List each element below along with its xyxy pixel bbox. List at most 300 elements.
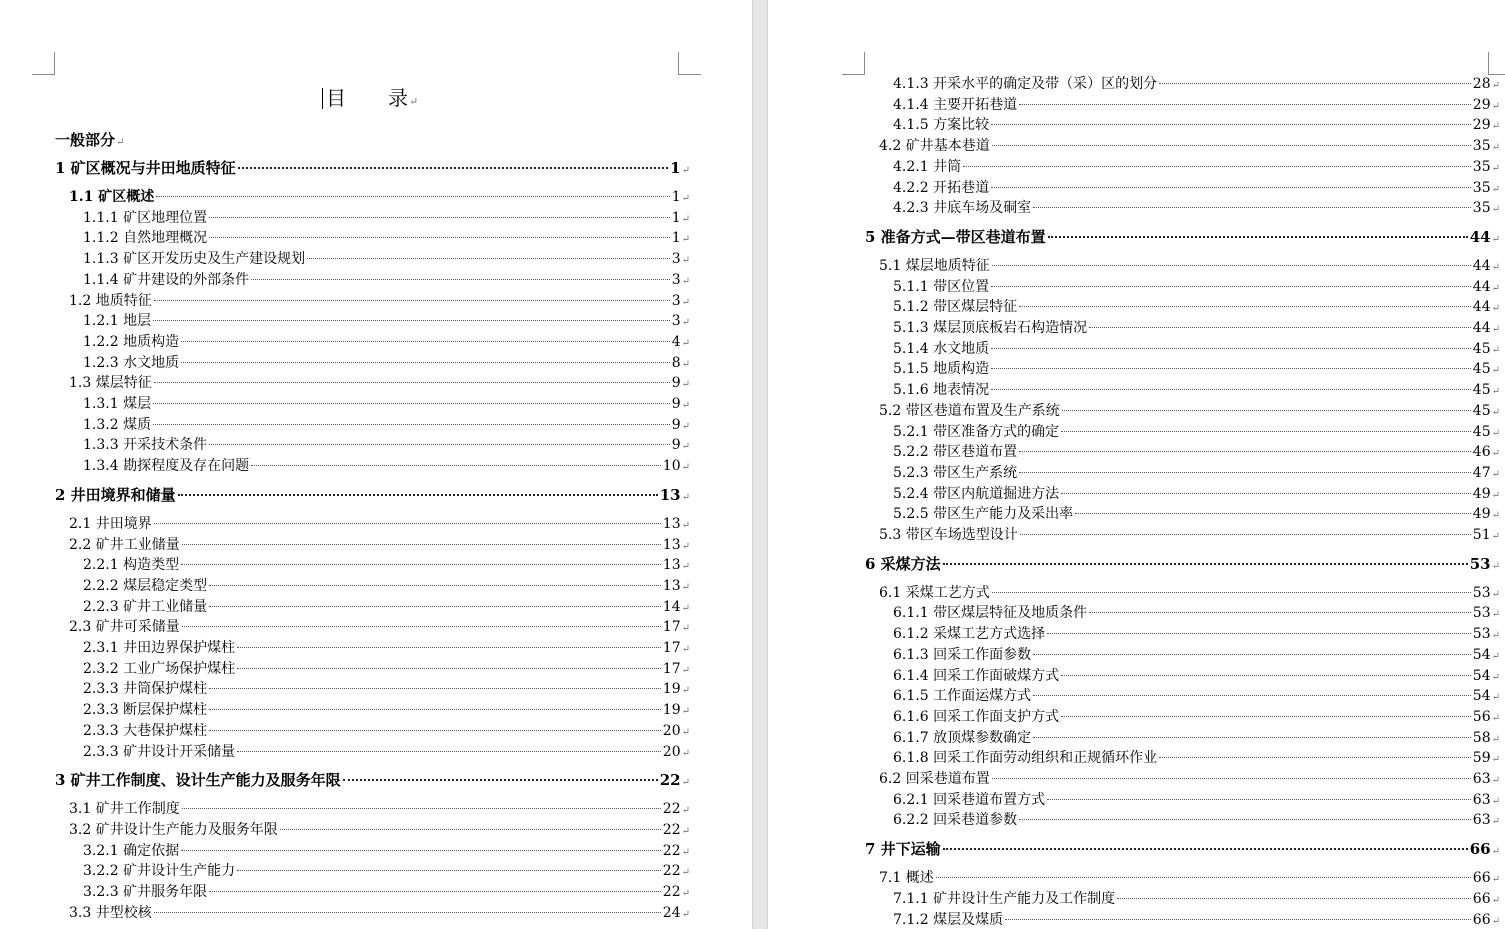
- toc-entry-label: 1.3.2 煤质: [83, 416, 152, 433]
- toc-leader-dots: [991, 124, 1471, 125]
- toc-entry[interactable]: [893, 748, 1500, 768]
- paragraph-mark: ↵: [681, 540, 690, 552]
- toc-entry[interactable]: [893, 624, 1500, 644]
- toc-entry-page: 47: [1472, 464, 1491, 481]
- toc-entry-label: 5.1.2 带区煤层特征: [893, 299, 1018, 316]
- toc-entry[interactable]: [83, 415, 690, 435]
- paragraph-mark: ↵: [681, 664, 690, 676]
- toc-entry-page: 13: [662, 577, 681, 594]
- toc-leader-dots: [251, 465, 661, 466]
- toc-entry[interactable]: [83, 742, 690, 762]
- toc-entry-label: 6.1.4 回采工作面破煤方式: [893, 667, 1060, 684]
- toc-entry-label: 4.1.4 主要开拓巷道: [893, 96, 1018, 113]
- toc-entry[interactable]: [55, 770, 690, 790]
- toc-leader-dots: [943, 848, 1468, 850]
- toc-entry[interactable]: [83, 576, 690, 596]
- toc-entry[interactable]: [83, 435, 690, 455]
- paragraph-mark: ↵: [681, 337, 690, 349]
- toc-leader-dots: [154, 300, 670, 301]
- toc-leader-dots: [1075, 513, 1471, 514]
- toc-entry[interactable]: [893, 645, 1500, 665]
- toc-entry-label: 5 准备方式—带区巷道布置: [865, 227, 1046, 246]
- paragraph-mark: ↵: [681, 581, 690, 593]
- toc-entry-label: 5.2 带区巷道布置及生产系统: [879, 402, 1060, 419]
- toc-leader-dots: [237, 870, 661, 871]
- toc-leader-dots: [209, 585, 661, 586]
- toc-leader-dots: [992, 592, 1471, 593]
- toc-entry[interactable]: [83, 555, 690, 575]
- toc-leader-dots: [1159, 83, 1471, 84]
- toc-entry[interactable]: [879, 583, 1500, 603]
- toc-entry-page: 13: [662, 515, 681, 532]
- toc-entry-label: 6.1 采煤工艺方式: [879, 584, 990, 601]
- toc-entry-page: 1: [671, 209, 681, 226]
- toc-entry[interactable]: [865, 227, 1500, 247]
- toc-entry-page: 13: [659, 485, 681, 504]
- toc-entry-page: 66: [1472, 890, 1491, 907]
- toc-entry-label: 5.2.5 带区生产能力及采出率: [893, 506, 1074, 523]
- toc-entry-page: 66: [1472, 911, 1491, 928]
- toc-entry[interactable]: [893, 728, 1500, 748]
- toc-entry[interactable]: [83, 394, 690, 414]
- toc-entry[interactable]: [893, 198, 1500, 218]
- toc-entry[interactable]: [83, 208, 690, 228]
- toc-entry[interactable]: [83, 311, 690, 331]
- paragraph-mark: ↵: [116, 137, 125, 148]
- toc-entry-label: 1.2.2 地质构造: [83, 333, 180, 350]
- toc-entry-page: 53: [1472, 605, 1491, 622]
- toc-entry[interactable]: [83, 353, 690, 373]
- toc-entry[interactable]: [69, 799, 690, 819]
- page-gutter: [752, 0, 768, 929]
- paragraph-mark: ↵: [1491, 80, 1500, 91]
- toc-leader-dots: [991, 389, 1471, 390]
- toc-entry[interactable]: [893, 95, 1500, 115]
- toc-entry[interactable]: [865, 554, 1500, 574]
- toc-leader-dots: [1089, 612, 1471, 613]
- toc-leader-dots: [991, 286, 1471, 287]
- toc-entry[interactable]: [83, 861, 690, 881]
- paragraph-mark: ↵: [681, 644, 690, 655]
- toc-leader-dots: [1117, 898, 1471, 899]
- toc-entry-label: 6.1.3 回采工作面参数: [893, 646, 1032, 663]
- paragraph-mark: ↵: [681, 491, 690, 503]
- paragraph-mark: ↵: [409, 95, 419, 108]
- toc-entry-page: 1: [671, 189, 681, 205]
- toc-entry-label: 2.3.3 井筒保护煤柱: [83, 681, 208, 698]
- toc-entry-label: 7.1.1 矿井设计生产能力及工作制度: [893, 890, 1116, 907]
- toc-leader-dots: [992, 778, 1471, 779]
- toc-leader-dots: [209, 217, 670, 218]
- toc-entry[interactable]: [893, 686, 1500, 706]
- toc-entry-page: 35: [1472, 200, 1491, 217]
- toc-entry-label: 7.1 概述: [879, 870, 934, 887]
- toc-entry[interactable]: [893, 359, 1500, 379]
- toc-entry[interactable]: [893, 115, 1500, 135]
- paragraph-mark: ↵: [1491, 816, 1500, 828]
- toc-leader-dots: [182, 626, 661, 627]
- toc-entry-page: 45: [1472, 340, 1491, 357]
- toc-entry[interactable]: [879, 525, 1500, 545]
- paragraph-mark: ↵: [1491, 282, 1500, 294]
- paragraph-mark: ↵: [1491, 630, 1500, 642]
- paragraph-mark: ↵: [681, 234, 690, 246]
- toc-entry[interactable]: [893, 380, 1500, 400]
- toc-leader-dots: [209, 709, 661, 710]
- toc-entry-page: 9: [671, 416, 681, 433]
- toc-leader-dots: [156, 196, 669, 197]
- toc-entry-page: 63: [1472, 771, 1491, 787]
- toc-entry[interactable]: [83, 882, 690, 902]
- toc-entry[interactable]: [69, 291, 690, 311]
- toc-entry-label: 3.2.3 矿井服务年限: [83, 884, 208, 900]
- toc-entry[interactable]: [893, 790, 1500, 810]
- toc-leader-dots: [1033, 695, 1471, 696]
- toc-leader-dots: [237, 647, 661, 648]
- toc-entry[interactable]: [879, 256, 1500, 276]
- toc-leader-dots: [154, 912, 661, 913]
- paragraph-mark: ↵: [1491, 775, 1500, 786]
- toc-entry-page: 9: [671, 375, 681, 392]
- toc-entry-page: 53: [1472, 584, 1491, 601]
- toc-entry-page: 53: [1469, 554, 1491, 573]
- paragraph-mark: ↵: [681, 867, 690, 879]
- toc-entry-page: 51: [1472, 527, 1491, 543]
- toc-leader-dots: [1020, 534, 1471, 535]
- toc-entry-label: 1.3.3 开采技术条件: [83, 437, 208, 454]
- paragraph-mark: ↵: [681, 908, 690, 920]
- toc-entry-label: 5.1.4 水文地质: [893, 340, 990, 357]
- toc-entry[interactable]: [893, 463, 1500, 483]
- paragraph-mark: ↵: [1491, 233, 1500, 245]
- paragraph-mark: ↵: [681, 213, 690, 225]
- toc-entry[interactable]: [879, 136, 1500, 156]
- section-heading[interactable]: [55, 130, 124, 153]
- toc-entry[interactable]: [893, 889, 1500, 909]
- toc-leader-dots: [1062, 410, 1471, 411]
- toc-entry[interactable]: [893, 178, 1500, 198]
- toc-entry-label: 6 采煤方法: [865, 554, 941, 573]
- toc-entry-label: 4.2 矿井基本巷道: [879, 138, 990, 155]
- toc-entry[interactable]: [893, 603, 1500, 623]
- toc-entry-label: 1.1.3 矿区开发历史及生产建设规划: [83, 251, 306, 268]
- toc-leader-dots: [343, 779, 658, 781]
- toc-entry-label: 4.2.1 井筒: [893, 158, 962, 175]
- toc-entry-label: 1.2.1 地层: [83, 313, 152, 330]
- paragraph-mark: ↵: [1491, 448, 1500, 460]
- paragraph-mark: ↵: [681, 275, 690, 287]
- paragraph-mark: ↵: [1491, 894, 1500, 906]
- toc-entry-label: 2 井田境界和储量: [55, 485, 176, 504]
- toc-entry-page: 22: [662, 863, 681, 880]
- toc-entry-page: 10: [662, 458, 681, 475]
- toc-entry[interactable]: [83, 679, 690, 699]
- toc-entry[interactable]: [69, 617, 690, 637]
- toc-leader-dots: [991, 187, 1471, 188]
- paragraph-mark: ↵: [681, 165, 690, 176]
- text-cursor: [322, 88, 323, 109]
- toc-entry[interactable]: [83, 249, 690, 269]
- toc-leader-dots: [1047, 799, 1471, 800]
- toc-entry-label: 2.3.2 工业广场保护煤柱: [83, 660, 236, 677]
- toc-entry-label: 5.2.3 带区生产系统: [893, 464, 1018, 481]
- toc-entry-page: 44: [1472, 320, 1491, 336]
- toc-entry-page: 35: [1472, 158, 1491, 175]
- paragraph-mark: ↵: [681, 255, 690, 267]
- toc-leader-dots: [209, 237, 670, 238]
- toc-entry[interactable]: [83, 638, 690, 658]
- toc-entry-page: 22: [662, 801, 681, 818]
- toc-entry[interactable]: [893, 297, 1500, 317]
- toc-leader-dots: [237, 668, 661, 669]
- toc-entry-label: 6.1.5 工作面运煤方式: [893, 688, 1032, 705]
- toc-entry[interactable]: [69, 903, 690, 923]
- toc-leader-dots: [1061, 431, 1471, 432]
- toc-entry-page: 66: [1472, 870, 1491, 887]
- paragraph-mark: ↵: [1491, 386, 1500, 398]
- toc-leader-dots: [1033, 737, 1471, 738]
- toc-entry[interactable]: [69, 373, 690, 393]
- toc-leader-dots: [153, 403, 670, 404]
- toc-leader-dots: [251, 279, 670, 280]
- toc-entry-label: 1.1 矿区概述: [69, 189, 155, 205]
- toc-entry-page: 45: [1472, 402, 1491, 419]
- paragraph-mark: ↵: [1491, 344, 1500, 356]
- toc-entry[interactable]: [893, 484, 1500, 504]
- toc-entry[interactable]: [69, 535, 690, 555]
- toc-entry-page: 3: [671, 313, 681, 330]
- toc-leader-dots: [1019, 451, 1471, 452]
- paragraph-mark: ↵: [1491, 795, 1500, 807]
- toc-entry-page: 9: [671, 396, 681, 412]
- toc-entry[interactable]: [893, 707, 1500, 727]
- toc-entry-label: 1.1.2 自然地理概况: [83, 230, 208, 247]
- toc-entry[interactable]: [55, 485, 690, 505]
- toc-leader-dots: [154, 382, 670, 383]
- toc-entry[interactable]: [893, 74, 1500, 94]
- paragraph-mark: ↵: [1491, 671, 1500, 683]
- toc-leader-dots: [181, 850, 661, 851]
- toc-entry-page: 17: [662, 640, 681, 656]
- document-page-right: [768, 0, 1505, 929]
- toc-leader-dots: [153, 320, 670, 321]
- toc-entry-label: 1 矿区概况与井田地质特征: [55, 159, 236, 177]
- paragraph-mark: ↵: [681, 747, 690, 759]
- toc-entry-page: 44: [1469, 227, 1491, 246]
- toc-entry-page: 3: [671, 271, 681, 288]
- toc-leader-dots: [1019, 306, 1471, 307]
- toc-entry[interactable]: [893, 666, 1500, 686]
- paragraph-mark: ↵: [681, 441, 690, 453]
- paragraph-mark: ↵: [1491, 609, 1500, 621]
- toc-entry-label: 3.1 矿井工作制度: [69, 801, 180, 818]
- toc-entry[interactable]: [69, 514, 690, 534]
- toc-entry[interactable]: [83, 332, 690, 352]
- toc-entry[interactable]: [893, 442, 1500, 462]
- toc-title-part1: 目: [326, 86, 346, 110]
- toc-entry-label: 3.2.1 确定依据: [83, 842, 180, 859]
- paragraph-mark: ↵: [681, 685, 690, 697]
- margin-corner-top-right: [1488, 52, 1505, 75]
- paragraph-mark: ↵: [681, 706, 690, 718]
- toc-leader-dots: [209, 891, 661, 892]
- toc-leader-dots: [1061, 675, 1471, 676]
- toc-entry-page: 44: [1472, 257, 1491, 274]
- toc-leader-dots: [237, 751, 661, 752]
- toc-entry[interactable]: [69, 820, 690, 840]
- section-heading-text: 一般部分: [55, 131, 116, 149]
- toc-entry-label: 5.1 煤层地质特征: [879, 257, 990, 274]
- toc-entry[interactable]: [83, 597, 690, 617]
- paragraph-mark: ↵: [681, 420, 690, 432]
- toc-entry[interactable]: [893, 318, 1500, 338]
- toc-entry-page: 28: [1472, 76, 1491, 92]
- document-page-left: [0, 0, 752, 929]
- paragraph-mark: ↵: [1491, 712, 1500, 724]
- toc-leader-dots: [1033, 654, 1471, 655]
- toc-leader-dots: [181, 341, 670, 342]
- toc-leader-dots: [1005, 919, 1471, 920]
- toc-entry-page: 19: [662, 681, 681, 698]
- toc-leader-dots: [1048, 236, 1468, 238]
- toc-title-part2: 录: [388, 86, 408, 110]
- toc-entry[interactable]: [83, 841, 690, 861]
- toc-entry[interactable]: [893, 157, 1500, 177]
- paragraph-mark: ↵: [1491, 468, 1500, 480]
- toc-leader-dots: [992, 145, 1471, 146]
- toc-entry-label: 3.3 井型校核: [69, 904, 152, 921]
- toc-entry-label: 1.3 煤层特征: [69, 375, 152, 392]
- toc-entry[interactable]: [893, 910, 1500, 930]
- toc-entry-page: 45: [1472, 382, 1491, 399]
- toc-entry-label: 7 井下运输: [865, 840, 941, 859]
- paragraph-mark: ↵: [1491, 121, 1500, 133]
- toc-entry-page: 29: [1472, 96, 1491, 113]
- toc-leader-dots: [1019, 104, 1471, 105]
- toc-entry-page: 8: [671, 354, 681, 371]
- toc-entry[interactable]: [83, 456, 690, 476]
- toc-leader-dots: [181, 362, 670, 363]
- toc-entry-page: 58: [1472, 729, 1491, 746]
- toc-entry[interactable]: [893, 504, 1500, 524]
- toc-entry-page: 3: [671, 251, 681, 268]
- paragraph-mark: ↵: [1491, 560, 1500, 572]
- toc-entry-label: 6.1.8 回采工作面劳动组织和正规循环作业: [893, 750, 1158, 767]
- toc-entry[interactable]: [879, 401, 1500, 421]
- toc-entry-label: 1.3.1 煤层: [83, 396, 152, 412]
- paragraph-mark: ↵: [1491, 874, 1500, 886]
- paragraph-mark: ↵: [681, 519, 690, 531]
- toc-entry-label: 5.1.5 地质构造: [893, 361, 990, 378]
- toc-entry[interactable]: [83, 659, 690, 679]
- toc-entry-label: 2.2.2 煤层稳定类型: [83, 577, 208, 594]
- toc-entry[interactable]: [893, 339, 1500, 359]
- margin-corner-top-left: [32, 52, 55, 75]
- toc-entry-label: 2.2.3 矿井工业储量: [83, 598, 208, 615]
- paragraph-mark: ↵: [1491, 365, 1500, 377]
- toc-leader-dots: [991, 348, 1471, 349]
- toc-entry-label: 6.2.2 回采巷道参数: [893, 812, 1018, 829]
- toc-entry[interactable]: [893, 810, 1500, 830]
- paragraph-mark: ↵: [1491, 324, 1500, 335]
- toc-leader-dots: [209, 688, 661, 689]
- paragraph-mark: ↵: [1491, 650, 1500, 662]
- toc-leader-dots: [307, 258, 670, 259]
- toc-leader-dots: [1033, 207, 1471, 208]
- toc-leader-dots: [209, 444, 670, 445]
- toc-entry-page: 1: [670, 159, 681, 177]
- toc-entry[interactable]: [893, 422, 1500, 442]
- toc-entry[interactable]: [865, 839, 1500, 859]
- toc-leader-dots: [280, 829, 661, 830]
- toc-entry-label: 2.2.1 构造类型: [83, 557, 180, 574]
- paragraph-mark: ↵: [681, 726, 690, 738]
- toc-entry-page: 22: [662, 842, 681, 859]
- toc-entry-label: 5.1.6 地表情况: [893, 382, 990, 399]
- toc-leader-dots: [1061, 716, 1471, 717]
- toc-entry-label: 6.2 回采巷道布置: [879, 771, 990, 787]
- toc-entry-label: 6.2.1 回采巷道布置方式: [893, 791, 1046, 808]
- toc-entry[interactable]: [83, 700, 690, 720]
- toc-leader-dots: [991, 368, 1471, 369]
- paragraph-mark: ↵: [1491, 510, 1500, 522]
- toc-entry[interactable]: [55, 158, 690, 178]
- toc-leader-dots: [153, 424, 670, 425]
- toc-entry-label: 3.2.2 矿井设计生产能力: [83, 863, 236, 880]
- toc-entry-page: 53: [1472, 626, 1491, 643]
- toc-entry-page: 20: [662, 743, 681, 760]
- toc-entry-page: 3: [671, 292, 681, 309]
- toc-entry-label: 6.1.2 采煤工艺方式选择: [893, 626, 1046, 643]
- paragraph-mark: ↵: [1491, 733, 1500, 745]
- toc-entry-page: 45: [1472, 361, 1491, 378]
- toc-entry-page: 4: [671, 333, 681, 350]
- toc-entry-page: 45: [1472, 423, 1491, 440]
- toc-entry-label: 1.3.4 勘探程度及存在问题: [83, 458, 250, 475]
- paragraph-mark: ↵: [1491, 100, 1500, 112]
- toc-entry-label: 1.2.3 水文地质: [83, 354, 180, 371]
- toc-entry-label: 2.3.3 矿井设计开采储量: [83, 743, 236, 760]
- paragraph-mark: ↵: [1491, 489, 1500, 501]
- toc-leader-dots: [182, 808, 661, 809]
- paragraph-mark: ↵: [681, 379, 690, 391]
- paragraph-mark: ↵: [1491, 204, 1500, 216]
- toc-entry[interactable]: [879, 868, 1500, 888]
- toc-entry[interactable]: [893, 277, 1500, 297]
- toc-entry-page: 19: [662, 702, 681, 719]
- toc-leader-dots: [209, 606, 661, 607]
- toc-entry-page: 35: [1472, 179, 1491, 196]
- toc-title[interactable]: [320, 84, 420, 112]
- toc-entry[interactable]: [83, 270, 690, 290]
- toc-entry[interactable]: [83, 228, 690, 248]
- toc-entry-page: 46: [1472, 444, 1491, 461]
- toc-leader-dots: [1159, 757, 1471, 758]
- paragraph-mark: ↵: [1491, 692, 1500, 704]
- toc-entry[interactable]: [69, 187, 690, 207]
- toc-entry-page: 49: [1472, 485, 1491, 502]
- toc-entry[interactable]: [879, 769, 1500, 789]
- toc-entry-page: 44: [1472, 299, 1491, 316]
- toc-entry[interactable]: [83, 721, 690, 741]
- paragraph-mark: ↵: [681, 358, 690, 370]
- toc-leader-dots: [963, 166, 1471, 167]
- toc-entry-label: 1.1.1 矿区地理位置: [83, 209, 208, 226]
- toc-entry-label: 6.1.1 带区煤层特征及地质条件: [893, 605, 1088, 622]
- paragraph-mark: ↵: [681, 296, 690, 308]
- toc-leader-dots: [943, 563, 1468, 565]
- paragraph-mark: ↵: [1491, 142, 1500, 154]
